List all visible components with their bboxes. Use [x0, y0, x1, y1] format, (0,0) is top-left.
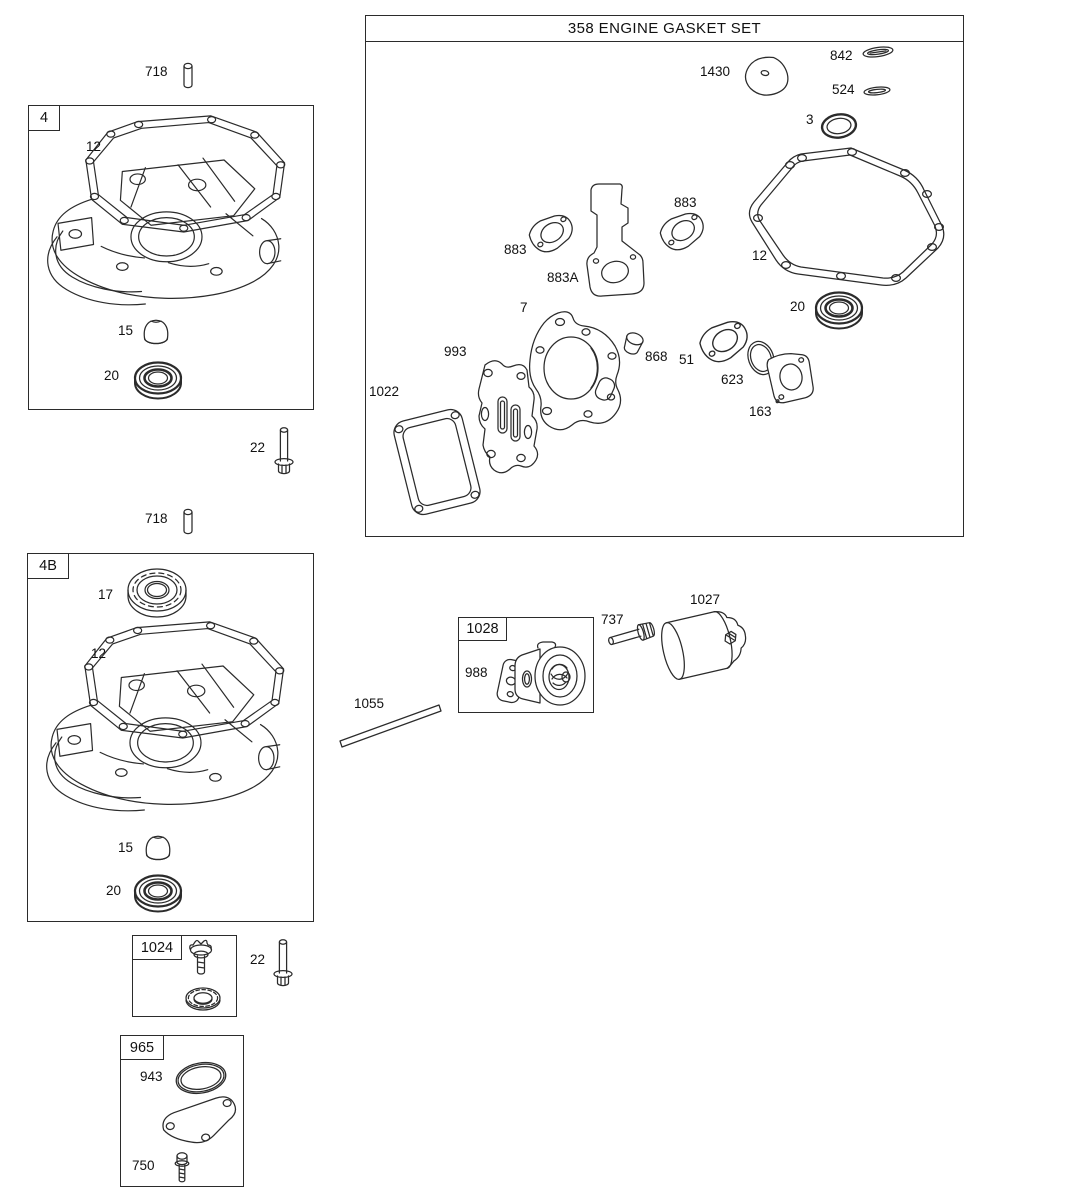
- part-label-22-bottom: 22: [250, 952, 266, 967]
- part-label-943: 943: [140, 1069, 163, 1084]
- flange-bolt-icon: [274, 940, 292, 986]
- assembly-4-tag: [29, 106, 60, 131]
- part-label-12-box4b: 12: [91, 646, 107, 661]
- part-label-718-middle: 718: [145, 511, 168, 526]
- assembly-4b-tag-label: 4B: [39, 558, 57, 574]
- part-label-988: 988: [465, 665, 488, 680]
- part-label-15-box4b: 15: [118, 840, 134, 855]
- part-label-524: 524: [832, 82, 855, 97]
- part-label-12-set: 12: [752, 248, 768, 263]
- part-label-51: 51: [679, 352, 695, 367]
- box-965-tag: [121, 1036, 164, 1060]
- part-label-993: 993: [444, 344, 467, 359]
- assembly-4-frame: [28, 105, 314, 410]
- flange-bolt-icon: [275, 428, 293, 474]
- part-label-3: 3: [806, 112, 814, 127]
- assembly-4-tag-label: 4: [39, 110, 49, 126]
- part-label-1022: 1022: [369, 384, 400, 399]
- part-label-868: 868: [645, 349, 668, 364]
- dowel-pin-icon: [184, 509, 192, 533]
- dowel-pin-icon: [184, 63, 192, 87]
- oil-filter-icon: [657, 606, 752, 681]
- part-label-737: 737: [601, 612, 624, 627]
- part-label-842: 842: [830, 48, 853, 63]
- part-label-1430: 1430: [700, 64, 731, 79]
- gasket-set-frame: [365, 15, 964, 537]
- box-1028-tag: [459, 618, 507, 641]
- part-label-1055: 1055: [354, 696, 385, 711]
- box-1024-frame: [132, 935, 237, 1017]
- part-label-22-top: 22: [250, 440, 266, 455]
- oil-tube-icon: [340, 705, 441, 747]
- part-label-17: 17: [98, 587, 114, 602]
- gasket-set-title: 358 ENGINE GASKET SET: [366, 16, 963, 42]
- part-label-883A: 883A: [547, 270, 579, 285]
- part-label-883-right: 883: [674, 195, 697, 210]
- part-label-20-box4b: 20: [106, 883, 122, 898]
- part-label-883-left: 883: [504, 242, 527, 257]
- part-label-20-box4: 20: [104, 368, 120, 383]
- part-label-7: 7: [520, 300, 528, 315]
- part-label-15-box4: 15: [118, 323, 134, 338]
- part-label-750: 750: [132, 1158, 155, 1173]
- part-label-1027: 1027: [690, 592, 721, 607]
- assembly-4b-tag: [28, 554, 69, 579]
- part-label-718-top: 718: [145, 64, 168, 79]
- part-label-12-box4: 12: [86, 139, 102, 154]
- assembly-4b-frame: [27, 553, 314, 922]
- box-1024-tag: [133, 936, 182, 960]
- box-1028-tag-label: 1028: [466, 621, 499, 637]
- box-965-tag-label: 965: [129, 1039, 155, 1056]
- part-label-20-set: 20: [790, 299, 806, 314]
- part-label-623: 623: [721, 372, 744, 387]
- part-label-163: 163: [749, 404, 772, 419]
- box-1024-tag-label: 1024: [140, 939, 174, 956]
